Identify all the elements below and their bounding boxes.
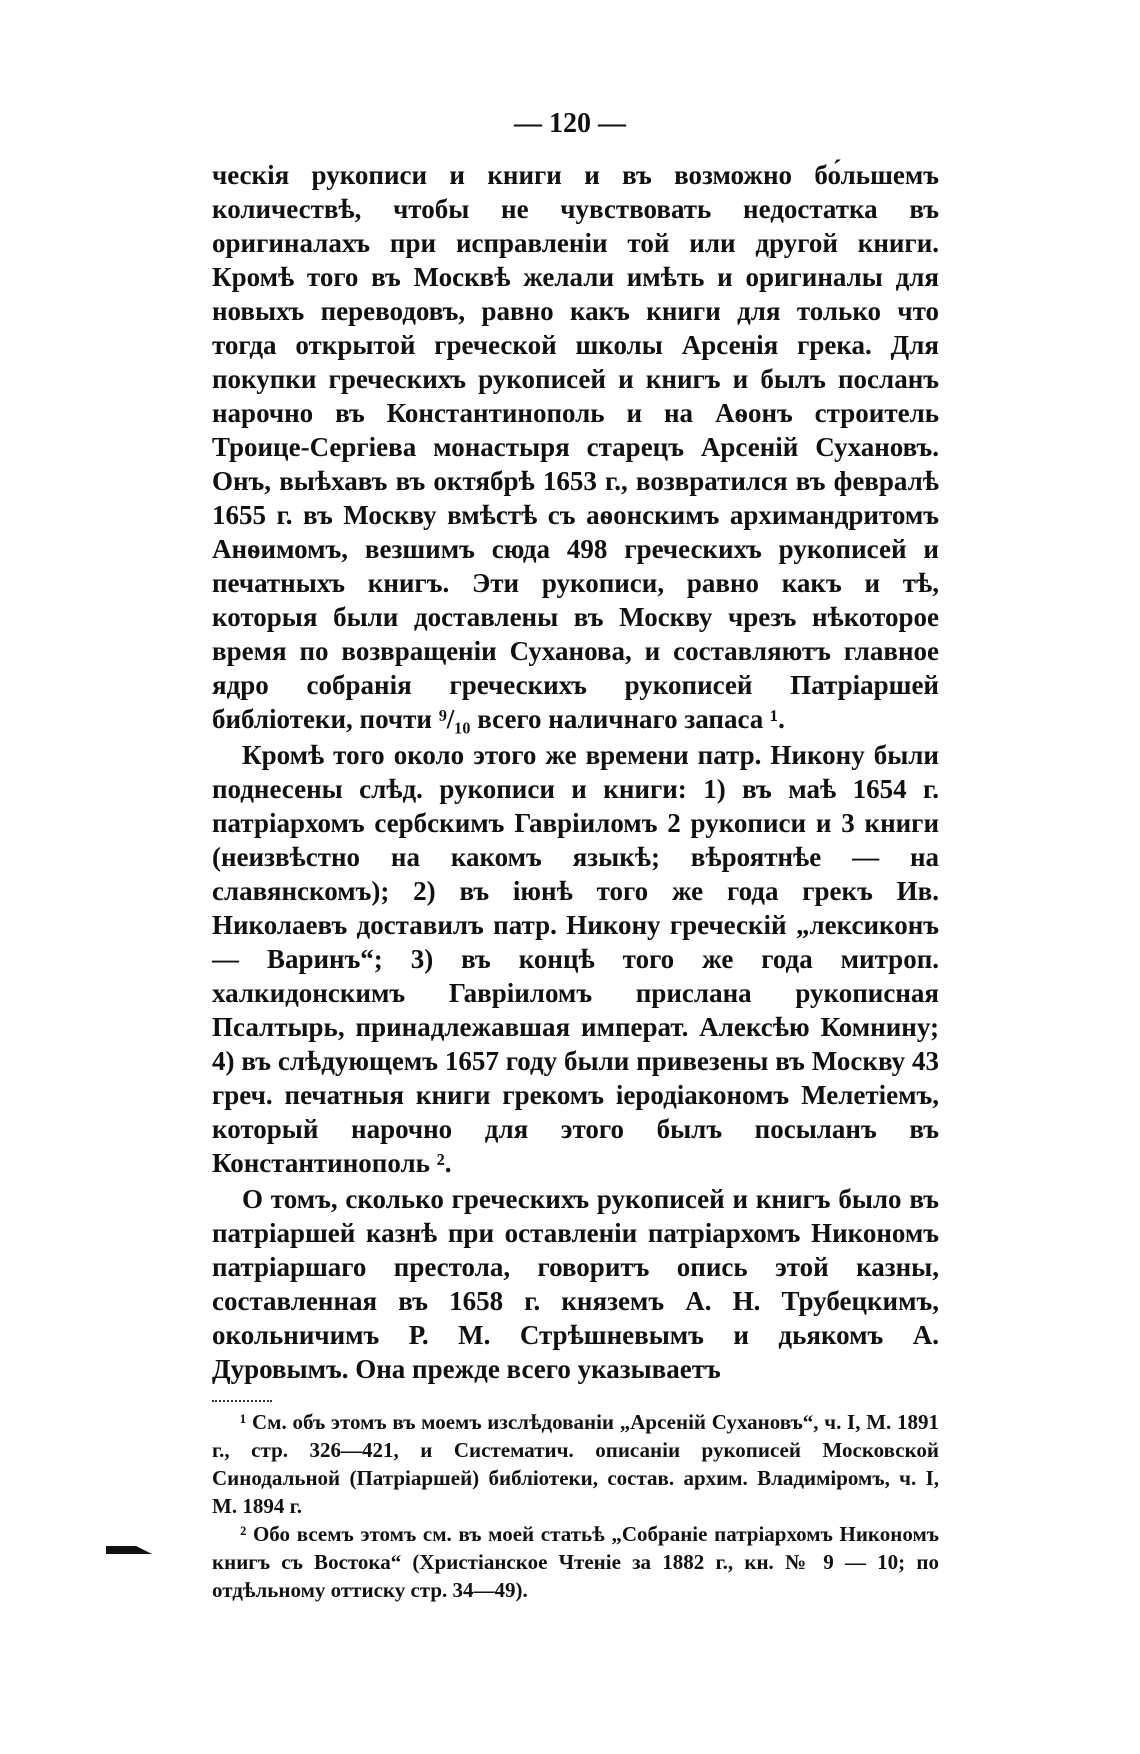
- arrow-marker-icon: [106, 1540, 152, 1558]
- paragraph-3: О томъ, сколько греческихъ рукописей и книгъ было въ патріаршей казнѣ при оставленіи патріархомъ Никономъ патріаршаго престола, говоритъ опись этой казны, составленная въ 1658 г. княземъ А. Н. Трубецкимъ, окольничимъ Р. М. Стрѣшневымъ и дьякомъ А. Дуровымъ. Она прежде всего указываетъ: [212, 1184, 939, 1384]
- footnote-divider: [212, 1400, 272, 1402]
- page-number: — 120 —: [514, 108, 626, 139]
- footnote-1: ¹ См. объ этомъ въ моемъ изслѣдованіи „Арсеній Сухановъ“, ч. I, М. 1891 г., стр. 326—421, и Систематич. описаніи рукописей Московской Синодальной (Патріаршей) библіотеки, состав. архим. Владиміромъ, ч. I, М. 1894 г.: [212, 1410, 939, 1518]
- paragraph-2: Кромѣ того около этого же времени патр. Никону были поднесены слѣд. рукописи и книги: 1) въ маѣ 1654 г. патріархомъ сербскимъ Гавріиломъ 2 рукописи и 3 книги (неизвѣстно на какомъ языкѣ; вѣроятнѣе — на славянскомъ); 2) въ іюнѣ того же года грекъ Ив. Николаевъ доставилъ патр. Никону греческій „лексиконъ — Варинъ“; 3) въ концѣ того же года митроп. халкидонскимъ Гавріиломъ прислана рукописная Псалтырь, принадлежавшая императ. Алексѣю Комнину; 4) въ слѣдующемъ 1657 году были привезены въ Москву 43 греч. печатныя книги грекомъ іеродіакономъ Мелетіемъ, который нарочно для этого былъ посыланъ въ Константинополь ².: [212, 740, 939, 1178]
- main-text: [212, 158, 939, 1604]
- paragraph-1: ческія рукописи и книги и въ возможно бо́льшемъ количествѣ, чтобы не чувствовать недостатка въ оригиналахъ при исправленіи той или другой книги. Кромѣ того въ Москвѣ желали имѣть и оригиналы для новыхъ переводовъ, равно какъ книги для только что тогда открытой греческой школы Арсенія грека. Для покупки греческихъ рукописей и книгъ и былъ посланъ нарочно въ Константинополь и на Аѳонъ строитель Троице-Сергіева монастыря старецъ Арсеній Сухановъ. Онъ, выѣхавъ въ октябрѣ 1653 г., возвратился въ февралѣ 1655 г. въ Москву вмѣстѣ съ аѳонскимъ архимандритомъ Анѳимомъ, везшимъ сюда 498 греческихъ рукописей и печатныхъ книгъ. Эти рукописи, равно какъ и тѣ, которыя были доставлены въ Москву чрезъ нѣкоторое время по возвращеніи Суханова, и составляютъ главное ядро собранія греческихъ рукописей Патріаршей библіотеки, почти ⁹/₁₀ всего наличнаго запаса ¹.: [212, 160, 939, 734]
- footnote-2: ² Обо всемъ этомъ см. въ моей статьѣ „Собраніе патріархомъ Никономъ книгъ съ Востока“ (Христіанское Чтеніе за 1882 г., кн. № 9 — 10; по отдѣльному оттиску стр. 34—49).: [212, 1522, 939, 1602]
